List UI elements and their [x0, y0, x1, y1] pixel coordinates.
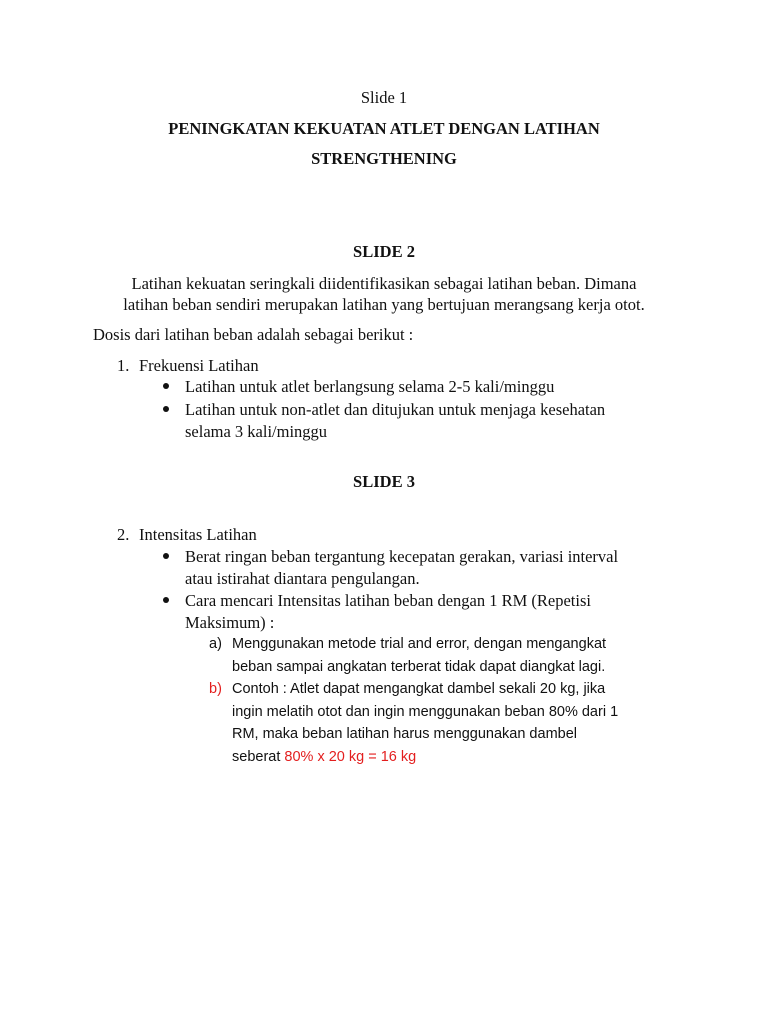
slide3-heading: SLIDE 3: [353, 472, 415, 491]
bullet-frekuensi-atlet: Latihan untuk atlet berlangsung selama 2-5 kali/minggu: [185, 377, 555, 396]
bullet-cara-mencari-line2: Maksimum) :: [185, 613, 275, 632]
bullet-berat-ringan-line1: Berat ringan beban tergantung kecepatan gerakan, variasi interval: [185, 547, 619, 566]
sub-item-b-line3: RM, maka beban latihan harus menggunakan dambel: [232, 726, 577, 742]
calculation-highlight: 80% x 20 kg = 16 kg: [284, 749, 417, 765]
bullet-icon: [163, 597, 169, 603]
sub-item-b-line4: [232, 746, 416, 768]
bullet-icon: [163, 406, 169, 412]
sub-item-b-line1: Contoh : Atlet dapat mengangkat dambel sekali 20 kg, jika: [232, 681, 606, 697]
sub-item-a-line2: beban sampai angkatan terberat tidak dapat diangkat lagi.: [232, 659, 606, 675]
list-item-intensitas: Intensitas Latihan: [139, 525, 257, 544]
bullet-frekuensi-nonatlet-line1: Latihan untuk non-atlet dan ditujukan untuk menjaga kesehatan: [185, 400, 606, 419]
sub-item-b-line2: ingin melatih otot dan ingin menggunakan beban 80% dari 1: [232, 704, 619, 720]
list-item-frekuensi: Frekuensi Latihan: [139, 356, 259, 375]
bullet-icon: [163, 553, 169, 559]
slide1-title-line1: PENINGKATAN KEKUATAN ATLET DENGAN LATIHAN: [168, 119, 600, 138]
slide2-intro-line1: Latihan kekuatan seringkali diidentifikasikan sebagai latihan beban. Dimana: [131, 274, 637, 293]
slide2-dosis-text: Dosis dari latihan beban adalah sebagai berikut :: [93, 325, 414, 344]
sub-item-b-line4-prefix: seberat: [232, 749, 285, 765]
bullet-icon: [163, 383, 169, 389]
bullet-cara-mencari-line1: Cara mencari Intensitas latihan beban dengan 1 RM (Repetisi: [185, 591, 591, 610]
list-number-1: 1.: [117, 356, 130, 375]
slide2-heading: SLIDE 2: [353, 242, 415, 261]
sub-item-a-line1: Menggunakan metode trial and error, dengan mengangkat: [232, 636, 607, 652]
bullet-berat-ringan-line2: atau istirahat diantara pengulangan.: [185, 569, 420, 588]
list-number-2: 2.: [117, 525, 130, 544]
slide1-label: Slide 1: [360, 88, 408, 107]
bullet-frekuensi-nonatlet-line2: selama 3 kali/minggu: [185, 422, 328, 441]
slide1-title-line2: STRENGTHENING: [311, 149, 457, 168]
slide2-intro-line2: latihan beban sendiri merupakan latihan yang bertujuan merangsang kerja otot.: [123, 295, 645, 314]
sub-item-a-marker: a): [209, 636, 222, 652]
sub-item-b-marker: b): [209, 681, 222, 697]
